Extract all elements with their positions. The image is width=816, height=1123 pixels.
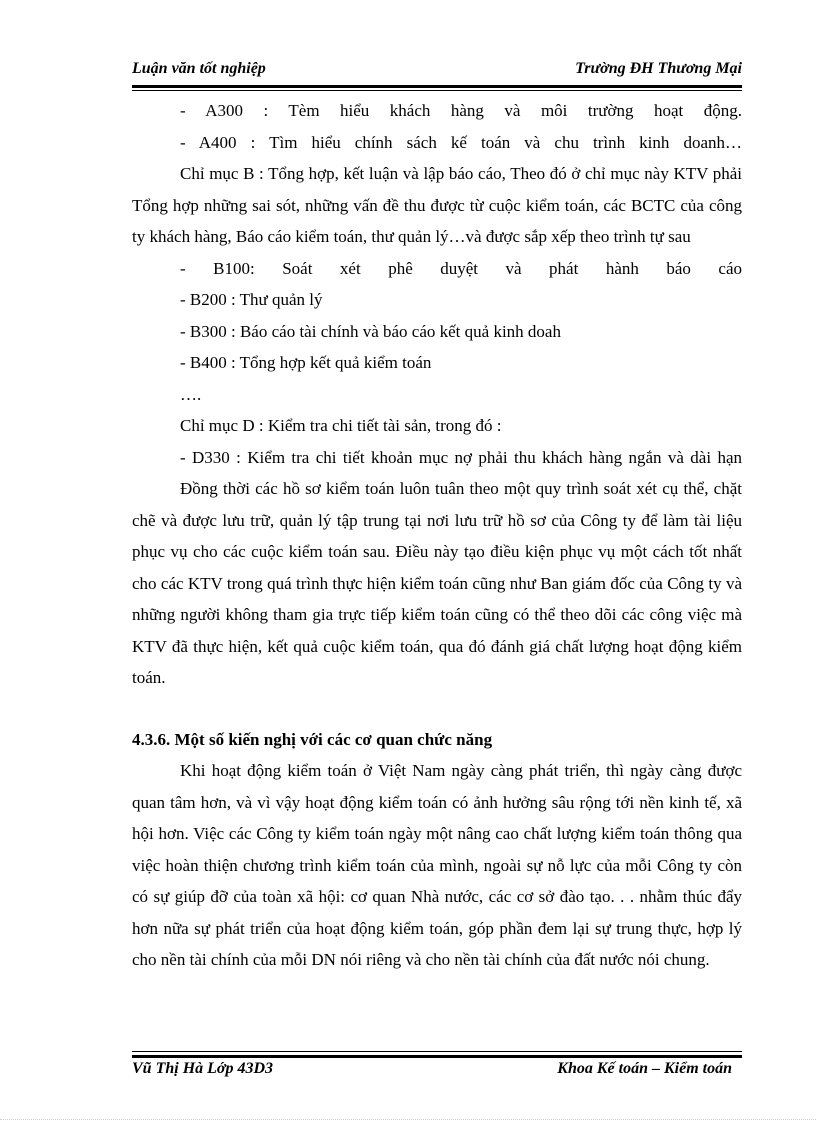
list-item-d330: - D330 : Kiểm tra chi tiết khoản mục nợ phải thu khách hàng ngắn và dài hạn [180,447,742,467]
page-edge-divider [0,1119,816,1120]
header-rule-thick [132,85,742,88]
list-item-b400: - B400 : Tổng hợp kết quả kiểm toán [180,353,432,372]
header-university: Trường ĐH Thương Mại [575,60,742,77]
paragraph-index-d: Chỉ mục D : Kiểm tra chi tiết tài sản, trong đó : [180,416,502,435]
header-thesis-title: Luận văn tốt nghiệp [132,60,266,77]
list-item-b100: - B100: Soát xét phê duyệt và phát hành báo cáo [180,258,742,278]
list-item-a300: - A300 : Tèm hiểu khách hàng và môi trường hoạt động. [180,101,742,120]
list-item-b300: - B300 : Báo cáo tài chính và báo cáo kết quả kinh doah [180,321,561,341]
page-body [132,95,742,976]
paragraph-recommendations: Khi hoạt động kiểm toán ở Việt Nam ngày càng phát triển, thì ngày càng được quan tâm hơn, và vì vậy hoạt động kiểm toán có ảnh hưởng sâu rộng tới nền kinh tế, xã hội hơn. Việc các Công ty kiểm toán ngày một nâng cao chất lượng kiểm toán thông qua việc hoàn thiện chương trình kiểm toán của mình, ngoài sự nỗ lực của mỗi Công ty còn có sự giúp đỡ của toàn xã hội: cơ quan Nhà nước, các cơ sở đào tạo. . . nhằm thúc đẩy hơn nữa sự phát triển của hoạt động kiểm toán, góp phần đem lại sự trung thực, hợp lý cho nền tài chính của mỗi DN nói riêng và cho nền tài chính của đất nước nói chung. [132,761,742,969]
ellipsis-line: …. [180,384,202,404]
footer-rule-thin [132,1051,742,1052]
header-rule-thin [132,90,742,91]
section-heading: 4.3.6. Một số kiến nghị với các cơ quan chức năng [132,729,493,749]
footer-faculty: Khoa Kế toán – Kiểm toán [557,1060,732,1077]
list-item-a400: - A400 : Tìm hiểu chính sách kế toán và chu trình kinh doanh… [180,132,742,152]
page-header [132,60,742,88]
list-item-b200: - B200 : Thư quản lý [180,290,323,309]
footer-rule-thick [132,1055,742,1058]
paragraph-records: Đồng thời các hồ sơ kiểm toán luôn tuân theo một quy trình soát xét cụ thể, chặt chẽ và được lưu trữ, quản lý tập trung tại nơi lưu trữ hồ sơ của Công ty để làm tài liệu phục vụ cho các cuộc kiểm toán sau. Điều này tạo điều kiện phục vụ một cách tốt nhất cho các KTV trong quá trình thực hiện kiểm toán cũng như Ban giám đốc của Công ty và những người không tham gia trực tiếp kiểm toán cũng có thể theo dõi các công việc mà KTV đã thực hiện, kết quả cuộc kiểm toán, qua đó đánh giá chất lượng hoạt động kiểm toán. [132,479,742,687]
spacer [132,694,742,724]
footer-author: Vũ Thị Hà Lớp 43D3 [132,1060,274,1077]
paragraph-index-b: Chỉ mục B : Tổng hợp, kết luận và lập báo cáo, Theo đó ở chỉ mục này KTV phải Tổng hợp những sai sót, những vấn đề thu được từ cuộc kiểm toán, các BCTC của công ty khách hàng, Báo cáo kiểm toán, thư quản lý…và được sắp xếp theo trình tự sau [132,164,742,246]
page-footer [132,1060,732,1084]
